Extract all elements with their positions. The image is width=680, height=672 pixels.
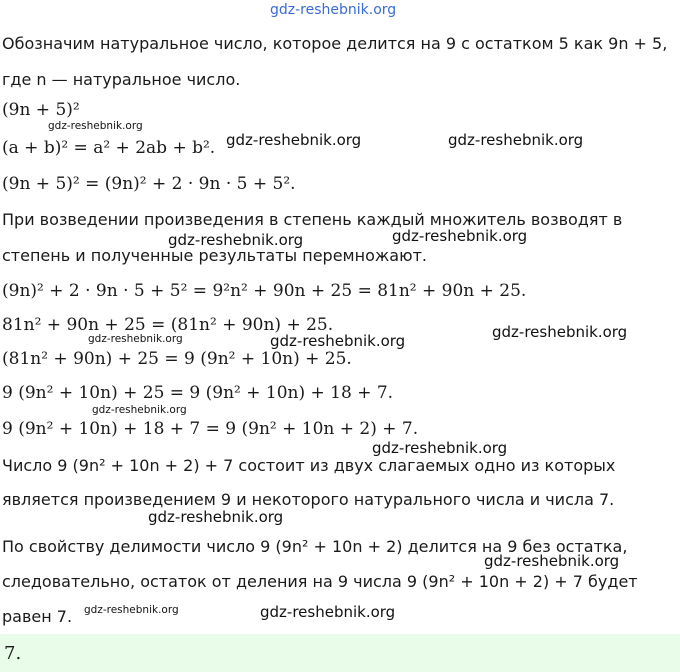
text-line-6: При возведении произведения в степень каждый множитель возводят в <box>2 210 623 229</box>
text-line-15: По свойству делимости число 9 (9n² + 10n + 2) делится на 9 без остатка, <box>2 537 628 556</box>
watermark: gdz-reshebnik.org <box>492 323 628 341</box>
formula-line-3: (9n + 5)² <box>2 100 80 120</box>
text-line-14: является произведением 9 и некоторого натурального числа и числа 7. <box>2 490 615 509</box>
watermark: gdz-reshebnik.org <box>270 332 406 350</box>
answer-value: 7. <box>4 643 22 664</box>
formula-line-4: (a + b)² = a² + 2ab + b². <box>2 138 216 158</box>
watermark: gdz-reshebnik.org <box>260 603 396 621</box>
watermark: gdz-reshebnik.org <box>84 604 179 616</box>
watermark: gdz-reshebnik.org <box>448 131 584 149</box>
text-line-13: Число 9 (9n² + 10n + 2) + 7 состоит из двух слагаемых одно из которых <box>2 456 616 475</box>
site-watermark-header: gdz-reshebnik.org <box>270 2 397 18</box>
formula-line-12: 9 (9n² + 10n) + 18 + 7 = 9 (9n² + 10n + 2) + 7. <box>2 419 419 439</box>
formula-line-9: 81n² + 90n + 25 = (81n² + 90n) + 25. <box>2 315 334 335</box>
formula-line-8: (9n)² + 2 · 9n · 5 + 5² = 9²n² + 90n + 25 = 81n² + 90n + 25. <box>2 281 527 301</box>
watermark: gdz-reshebnik.org <box>484 552 620 570</box>
formula-line-11: 9 (9n² + 10n) + 25 = 9 (9n² + 10n) + 18 + 7. <box>2 383 394 403</box>
watermark: gdz-reshebnik.org <box>48 120 143 132</box>
watermark: gdz-reshebnik.org <box>92 404 187 416</box>
text-line-7: степень и полученные результаты перемножают. <box>2 246 427 265</box>
watermark: gdz-reshebnik.org <box>226 131 362 149</box>
watermark: gdz-reshebnik.org <box>148 508 284 526</box>
text-line-2: где n — натуральное число. <box>2 70 241 89</box>
text-line-1: Обозначим натуральное число, которое делится на 9 с остатком 5 как 9n + 5, <box>2 34 668 53</box>
watermark: gdz-reshebnik.org <box>88 333 183 345</box>
watermark: gdz-reshebnik.org <box>168 231 304 249</box>
text-line-16: следовательно, остаток от деления на 9 числа 9 (9n² + 10n + 2) + 7 будет <box>2 572 638 591</box>
watermark: gdz-reshebnik.org <box>392 227 528 245</box>
text-line-17: равен 7. <box>2 607 73 626</box>
answer-box <box>0 634 680 672</box>
formula-line-10: (81n² + 90n) + 25 = 9 (9n² + 10n) + 25. <box>2 349 352 369</box>
watermark: gdz-reshebnik.org <box>372 439 508 457</box>
formula-line-5: (9n + 5)² = (9n)² + 2 · 9n · 5 + 5². <box>2 174 296 194</box>
